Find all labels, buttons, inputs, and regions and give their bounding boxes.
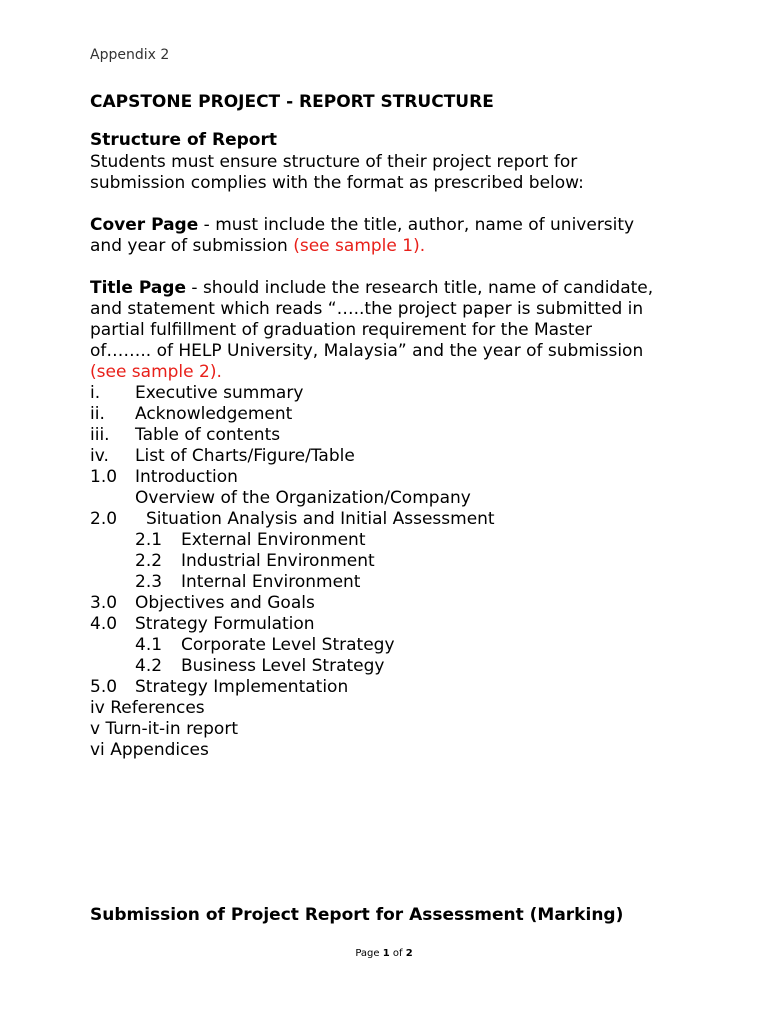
title-page-line3: partial fulfillment of graduation requirement for the Master: [90, 320, 593, 340]
list-item-number: 2.3: [135, 572, 163, 592]
list-item-number: 3.0: [90, 593, 118, 613]
list-item-number: 4.2: [135, 656, 163, 676]
list-item-text: List of Charts/Figure/Table: [135, 446, 355, 466]
list-item-text: vi Appendices: [90, 740, 209, 760]
structure-heading: Structure of Report: [90, 130, 277, 150]
list-item-text: Overview of the Organization/Company: [135, 488, 471, 508]
list-item-number: 1.0: [90, 467, 118, 487]
of-word: of: [392, 948, 403, 959]
cover-sample-ref: (see sample 1).: [293, 236, 426, 256]
page-word: Page: [355, 948, 380, 959]
list-item-text: Introduction: [135, 467, 238, 487]
structure-intro: [90, 152, 584, 194]
list-item-number: 2.2: [135, 551, 163, 571]
list-item-number: ii.: [90, 404, 105, 424]
list-item-number: iv.: [90, 446, 109, 466]
list-item-number: iii.: [90, 425, 110, 445]
total-pages: 2: [405, 948, 413, 959]
list-item-text: Objectives and Goals: [135, 593, 315, 613]
title-page-line1: - should include the research title, name of candidate,: [186, 278, 654, 298]
list-item-number: 4.1: [135, 635, 163, 655]
cover-page-text-line1: - must include the title, author, name of university: [198, 215, 635, 235]
list-item-number: 4.0: [90, 614, 118, 634]
list-item-text: Corporate Level Strategy: [181, 635, 395, 655]
list-item-number: 2.1: [135, 530, 163, 550]
list-item-text: Situation Analysis and Initial Assessment: [146, 509, 495, 529]
page-number: [0, 948, 768, 959]
cover-page-paragraph: [90, 215, 634, 257]
current-page: 1: [382, 948, 390, 959]
title-page-line4: of…….. of HELP University, Malaysia” and the year of submission: [90, 341, 644, 361]
submission-heading: Submission of Project Report for Assessment (Marking): [90, 905, 624, 925]
list-item-text: External Environment: [181, 530, 366, 550]
list-item-text: v Turn-it-in report: [90, 719, 238, 739]
title-page-paragraph: [90, 278, 653, 383]
list-item-text: Internal Environment: [181, 572, 361, 592]
list-item-text: Acknowledgement: [135, 404, 293, 424]
report-structure-list: [90, 383, 710, 763]
list-item-number: i.: [90, 383, 101, 403]
list-item-number: 2.0: [90, 509, 118, 529]
title-page-line2: and statement which reads “…..the project paper is submitted in: [90, 299, 644, 319]
structure-intro-line2: submission complies with the format as prescribed below:: [90, 173, 584, 193]
list-item-text: Strategy Implementation: [135, 677, 349, 697]
title-page-label: Title Page: [90, 278, 186, 298]
appendix-label: Appendix 2: [90, 47, 170, 63]
list-item-text: Strategy Formulation: [135, 614, 315, 634]
cover-page-label: Cover Page: [90, 215, 199, 235]
list-item-text: iv References: [90, 698, 205, 718]
list-item-number: 5.0: [90, 677, 118, 697]
list-item-text: Executive summary: [135, 383, 304, 403]
list-item-text: Table of contents: [135, 425, 281, 445]
document-title: CAPSTONE PROJECT - REPORT STRUCTURE: [90, 92, 494, 112]
list-item-text: Business Level Strategy: [181, 656, 385, 676]
cover-page-text-line2: and year of submission: [90, 236, 294, 256]
list-item-text: Industrial Environment: [181, 551, 375, 571]
structure-intro-line1: Students must ensure structure of their project report for: [90, 152, 578, 172]
title-sample-ref: (see sample 2).: [90, 362, 222, 382]
